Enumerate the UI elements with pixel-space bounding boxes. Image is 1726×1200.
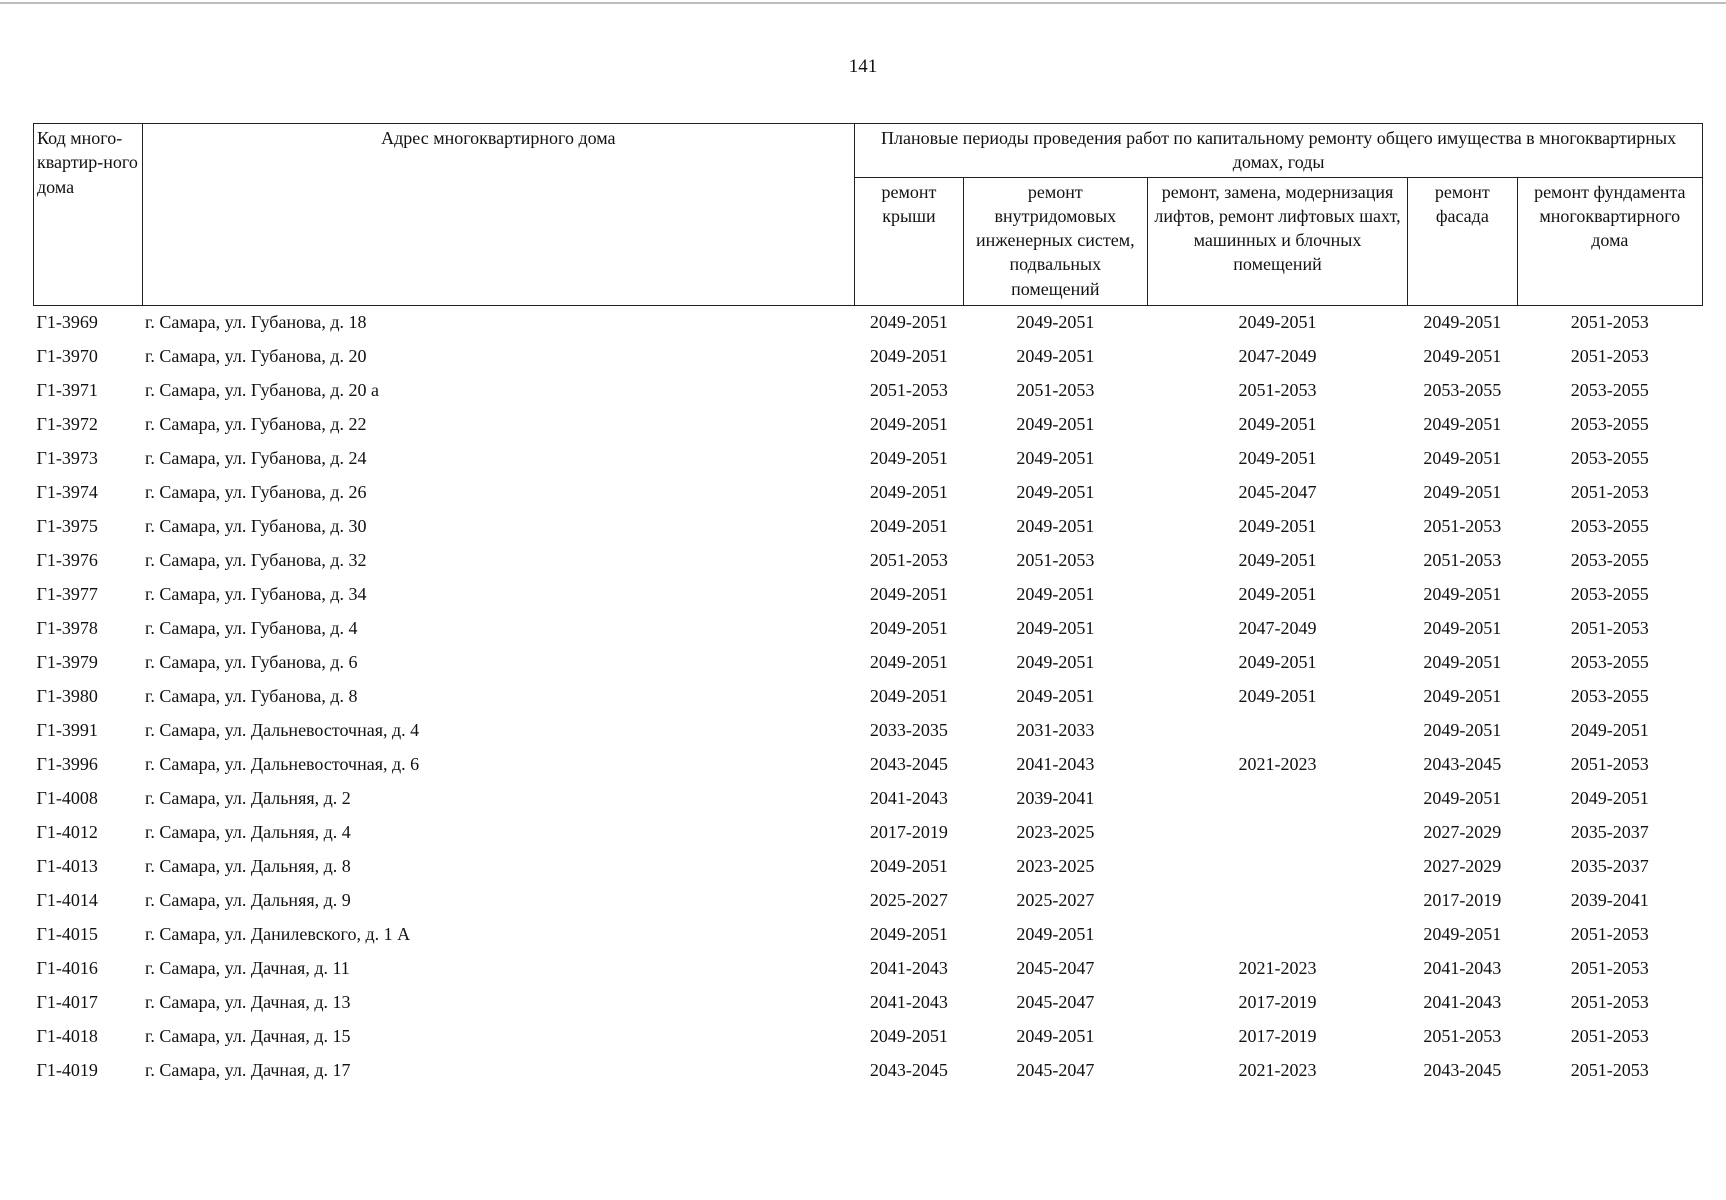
cell-foundation: 2051-2053: [1570, 1060, 1649, 1081]
cell-roof: 2041-2043: [869, 992, 948, 1013]
cell-code: Г1-4013: [36, 856, 98, 877]
cell-roof: 2025-2027: [869, 890, 948, 911]
header-code: Код много-квартир-ного дома: [34, 124, 143, 306]
cell-facade: 2049-2051: [1423, 346, 1502, 367]
cell-address: г. Самара, ул. Дальневосточная, д. 4: [145, 720, 420, 741]
cell-facade: 2041-2043: [1423, 992, 1502, 1013]
cell-facade: 2049-2051: [1423, 720, 1502, 741]
cell-systems: 2039-2041: [1016, 788, 1095, 809]
cell-facade: 2041-2043: [1423, 958, 1502, 979]
cell-lifts: 2049-2051: [1238, 448, 1317, 469]
cell-roof: 2049-2051: [869, 686, 948, 707]
header-roof: ремонт крыши: [855, 177, 964, 305]
header-row: [34, 124, 1703, 178]
cell-roof: 2049-2051: [869, 312, 948, 333]
cell-lifts: [1147, 850, 1407, 884]
cell-code: Г1-4019: [36, 1060, 98, 1081]
cell-foundation: 2053-2055: [1570, 414, 1649, 435]
cell-lifts: 2047-2049: [1238, 346, 1317, 367]
cell-lifts: 2049-2051: [1238, 414, 1317, 435]
cell-address: г. Самара, ул. Дальневосточная, д. 6: [145, 754, 420, 775]
cell-systems: 2049-2051: [1016, 312, 1095, 333]
cell-code: Г1-3975: [36, 516, 98, 537]
cell-foundation: 2053-2055: [1570, 686, 1649, 707]
cell-foundation: 2051-2053: [1570, 312, 1649, 333]
cell-facade: 2049-2051: [1423, 312, 1502, 333]
cell-roof: 2049-2051: [869, 346, 948, 367]
cell-code: Г1-3980: [36, 686, 98, 707]
cell-code: Г1-4016: [36, 958, 98, 979]
cell-facade: 2049-2051: [1423, 652, 1502, 673]
table-row: [34, 680, 1703, 714]
cell-address: г. Самара, ул. Губанова, д. 20 а: [145, 380, 379, 401]
table-row: [34, 782, 1703, 816]
cell-systems: 2045-2047: [1016, 1060, 1095, 1081]
cell-systems: 2051-2053: [1016, 550, 1095, 571]
table-row: [34, 510, 1703, 544]
cell-roof: 2049-2051: [869, 584, 948, 605]
cell-systems: 2049-2051: [1016, 924, 1095, 945]
cell-systems: 2025-2027: [1016, 890, 1095, 911]
table-row: [34, 986, 1703, 1020]
table-row: [34, 714, 1703, 748]
cell-address: г. Самара, ул. Дальняя, д. 9: [145, 890, 351, 911]
cell-code: Г1-4008: [36, 788, 98, 809]
cell-facade: 2017-2019: [1423, 890, 1502, 911]
cell-code: Г1-3976: [36, 550, 98, 571]
cell-foundation: 2053-2055: [1570, 652, 1649, 673]
table-row: [34, 918, 1703, 952]
cell-address: г. Самара, ул. Дальняя, д. 8: [145, 856, 351, 877]
cell-systems: 2045-2047: [1016, 992, 1095, 1013]
cell-address: г. Самара, ул. Губанова, д. 26: [145, 482, 367, 503]
table-row: [34, 884, 1703, 918]
cell-roof: 2049-2051: [869, 516, 948, 537]
cell-lifts: 2021-2023: [1238, 958, 1317, 979]
cell-code: Г1-3969: [36, 312, 98, 333]
cell-lifts: [1147, 918, 1407, 952]
cell-foundation: 2053-2055: [1570, 380, 1649, 401]
cell-facade: 2049-2051: [1423, 448, 1502, 469]
cell-systems: 2049-2051: [1016, 686, 1095, 707]
table-row: [34, 578, 1703, 612]
cell-facade: 2049-2051: [1423, 788, 1502, 809]
cell-lifts: [1147, 816, 1407, 850]
cell-address: г. Самара, ул. Губанова, д. 32: [145, 550, 367, 571]
cell-systems: 2049-2051: [1016, 516, 1095, 537]
cell-foundation: 2039-2041: [1570, 890, 1649, 911]
table-row: [34, 952, 1703, 986]
capital-repair-table: [33, 123, 1703, 1088]
cell-foundation: 2051-2053: [1570, 754, 1649, 775]
header-address: Адрес многоквартирного дома: [142, 124, 855, 306]
cell-code: Г1-3971: [36, 380, 98, 401]
cell-facade: 2049-2051: [1423, 686, 1502, 707]
cell-code: Г1-3977: [36, 584, 98, 605]
cell-roof: 2033-2035: [869, 720, 948, 741]
cell-facade: 2049-2051: [1423, 482, 1502, 503]
cell-code: Г1-4012: [36, 822, 98, 843]
cell-roof: 2041-2043: [869, 788, 948, 809]
cell-code: Г1-4017: [36, 992, 98, 1013]
cell-lifts: 2021-2023: [1238, 754, 1317, 775]
cell-systems: 2049-2051: [1016, 448, 1095, 469]
cell-foundation: 2051-2053: [1570, 346, 1649, 367]
table-row: [34, 476, 1703, 510]
cell-address: г. Самара, ул. Дальняя, д. 4: [145, 822, 351, 843]
cell-address: г. Самара, ул. Губанова, д. 6: [145, 652, 358, 673]
table-body: [34, 305, 1703, 1088]
table-row: [34, 748, 1703, 782]
cell-lifts: 2051-2053: [1238, 380, 1317, 401]
header-facade: ремонт фасада: [1408, 177, 1518, 305]
cell-systems: 2049-2051: [1016, 584, 1095, 605]
cell-code: Г1-3991: [36, 720, 98, 741]
cell-foundation: 2053-2055: [1570, 448, 1649, 469]
cell-roof: 2049-2051: [869, 448, 948, 469]
cell-lifts: [1147, 782, 1407, 816]
cell-code: Г1-3978: [36, 618, 98, 639]
cell-address: г. Самара, ул. Дачная, д. 15: [145, 1026, 351, 1047]
cell-systems: 2049-2051: [1016, 346, 1095, 367]
cell-foundation: 2035-2037: [1570, 822, 1649, 843]
table-row: [34, 544, 1703, 578]
cell-lifts: 2045-2047: [1238, 482, 1317, 503]
cell-code: Г1-3972: [36, 414, 98, 435]
cell-foundation: 2053-2055: [1570, 550, 1649, 571]
cell-roof: 2041-2043: [869, 958, 948, 979]
cell-systems: 2031-2033: [1016, 720, 1095, 741]
cell-facade: 2051-2053: [1423, 550, 1502, 571]
table-row: [34, 374, 1703, 408]
cell-facade: 2027-2029: [1423, 822, 1502, 843]
cell-address: г. Самара, ул. Дачная, д. 13: [145, 992, 351, 1013]
cell-roof: 2043-2045: [869, 754, 948, 775]
cell-roof: 2049-2051: [869, 1026, 948, 1047]
cell-lifts: 2049-2051: [1238, 312, 1317, 333]
table-row: [34, 1054, 1703, 1088]
cell-lifts: 2049-2051: [1238, 584, 1317, 605]
header-systems: ремонт внутридомовых инженерных систем, подвальных помещений: [963, 177, 1147, 305]
cell-facade: 2049-2051: [1423, 618, 1502, 639]
header-foundation: ремонт фундамента многоквартирного дома: [1517, 177, 1702, 305]
cell-address: г. Самара, ул. Дачная, д. 11: [145, 958, 350, 979]
cell-foundation: 2051-2053: [1570, 958, 1649, 979]
cell-lifts: [1147, 714, 1407, 748]
cell-lifts: 2049-2051: [1238, 516, 1317, 537]
cell-code: Г1-4015: [36, 924, 98, 945]
cell-facade: 2053-2055: [1423, 380, 1502, 401]
cell-lifts: 2017-2019: [1238, 992, 1317, 1013]
table-row: [34, 1020, 1703, 1054]
cell-systems: 2049-2051: [1016, 652, 1095, 673]
cell-facade: 2049-2051: [1423, 414, 1502, 435]
cell-lifts: 2049-2051: [1238, 652, 1317, 673]
cell-foundation: 2049-2051: [1570, 788, 1649, 809]
cell-address: г. Самара, ул. Губанова, д. 20: [145, 346, 367, 367]
cell-foundation: 2051-2053: [1570, 924, 1649, 945]
cell-systems: 2041-2043: [1016, 754, 1095, 775]
cell-address: г. Самара, ул. Губанова, д. 24: [145, 448, 367, 469]
cell-code: Г1-3970: [36, 346, 98, 367]
cell-systems: 2049-2051: [1016, 482, 1095, 503]
cell-facade: 2049-2051: [1423, 584, 1502, 605]
cell-facade: 2051-2053: [1423, 1026, 1502, 1047]
cell-foundation: 2053-2055: [1570, 584, 1649, 605]
table-row: [34, 816, 1703, 850]
page-number: 141: [848, 56, 878, 77]
cell-roof: 2017-2019: [869, 822, 948, 843]
cell-code: Г1-3973: [36, 448, 98, 469]
cell-foundation: 2051-2053: [1570, 482, 1649, 503]
cell-roof: 2051-2053: [869, 380, 948, 401]
cell-address: г. Самара, ул. Дальняя, д. 2: [145, 788, 351, 809]
cell-foundation: 2051-2053: [1570, 618, 1649, 639]
top-rule: [0, 2, 1726, 4]
cell-systems: 2023-2025: [1016, 822, 1095, 843]
table-row: [34, 340, 1703, 374]
table-row: [34, 442, 1703, 476]
cell-code: Г1-4018: [36, 1026, 98, 1047]
cell-lifts: [1147, 884, 1407, 918]
cell-roof: 2043-2045: [869, 1060, 948, 1081]
cell-foundation: 2051-2053: [1570, 992, 1649, 1013]
header-lifts: ремонт, замена, модернизация лифтов, ремонт лифтовых шахт, машинных и блочных помещений: [1147, 177, 1407, 305]
cell-lifts: 2047-2049: [1238, 618, 1317, 639]
cell-facade: 2049-2051: [1423, 924, 1502, 945]
cell-facade: 2051-2053: [1423, 516, 1502, 537]
cell-facade: 2027-2029: [1423, 856, 1502, 877]
table-row: [34, 408, 1703, 442]
cell-lifts: 2049-2051: [1238, 686, 1317, 707]
header-periods-group: Плановые периоды проведения работ по капитальному ремонту общего имущества в многоквартирных домах, годы: [855, 124, 1703, 178]
cell-roof: 2049-2051: [869, 482, 948, 503]
cell-roof: 2049-2051: [869, 924, 948, 945]
cell-lifts: 2049-2051: [1238, 550, 1317, 571]
cell-foundation: 2035-2037: [1570, 856, 1649, 877]
cell-systems: 2049-2051: [1016, 618, 1095, 639]
cell-facade: 2043-2045: [1423, 1060, 1502, 1081]
table-row: [34, 850, 1703, 884]
cell-foundation: 2049-2051: [1570, 720, 1649, 741]
cell-facade: 2043-2045: [1423, 754, 1502, 775]
cell-systems: 2051-2053: [1016, 380, 1095, 401]
table-header: [34, 124, 1703, 306]
cell-code: Г1-3996: [36, 754, 98, 775]
table-row: [34, 612, 1703, 646]
cell-roof: 2049-2051: [869, 856, 948, 877]
cell-foundation: 2051-2053: [1570, 1026, 1649, 1047]
cell-lifts: 2017-2019: [1238, 1026, 1317, 1047]
cell-code: Г1-3974: [36, 482, 98, 503]
cell-roof: 2049-2051: [869, 618, 948, 639]
table-row: [34, 305, 1703, 340]
table-row: [34, 646, 1703, 680]
cell-address: г. Самара, ул. Дачная, д. 17: [145, 1060, 351, 1081]
cell-address: г. Самара, ул. Губанова, д. 18: [145, 312, 367, 333]
cell-foundation: 2053-2055: [1570, 516, 1649, 537]
cell-systems: 2045-2047: [1016, 958, 1095, 979]
cell-address: г. Самара, ул. Губанова, д. 30: [145, 516, 367, 537]
cell-systems: 2049-2051: [1016, 1026, 1095, 1047]
cell-address: г. Самара, ул. Данилевского, д. 1 А: [145, 924, 411, 945]
cell-code: Г1-4014: [36, 890, 98, 911]
cell-address: г. Самара, ул. Губанова, д. 22: [145, 414, 367, 435]
cell-address: г. Самара, ул. Губанова, д. 4: [145, 618, 358, 639]
cell-systems: 2023-2025: [1016, 856, 1095, 877]
cell-lifts: 2021-2023: [1238, 1060, 1317, 1081]
cell-roof: 2049-2051: [869, 652, 948, 673]
cell-roof: 2049-2051: [869, 414, 948, 435]
cell-address: г. Самара, ул. Губанова, д. 8: [145, 686, 358, 707]
cell-roof: 2051-2053: [869, 550, 948, 571]
cell-systems: 2049-2051: [1016, 414, 1095, 435]
cell-address: г. Самара, ул. Губанова, д. 34: [145, 584, 367, 605]
cell-code: Г1-3979: [36, 652, 98, 673]
